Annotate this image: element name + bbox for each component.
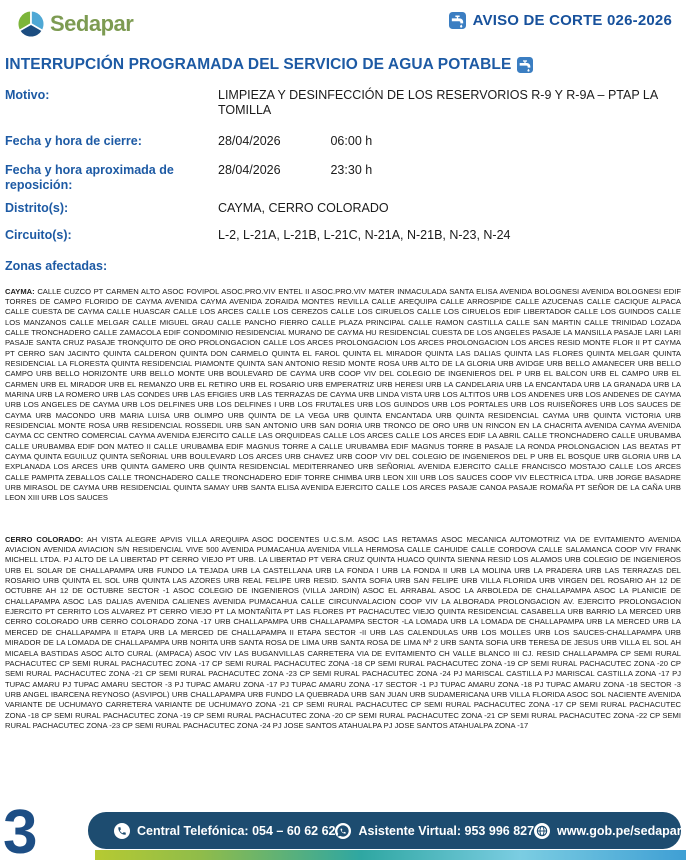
fecha-reposicion-label: Fecha y hora aproximada de reposición: — [5, 162, 174, 192]
row-fecha-cierre — [5, 134, 681, 149]
title-row — [0, 56, 686, 74]
notice-number-label: AVISO DE CORTE 026-2026 — [472, 12, 672, 29]
header — [0, 0, 686, 39]
zone-streets-text: AH VISTA ALEGRE APVIS VILLA AREQUIPA ASOC DOCENTES U.C.S.M. ASOC LAS RETAMAS ASOC MECANICA AUTOMOTRIZ VIA DE EVITAMIENTO AVENIDA AVIACION AVENIDA AVIACION S/N RESIDENCIAL VIVE 500 AVENIDA PUMACAHUA AVENIDA VILLA HERMOSA CALLE CAHUIDE CALLE CORDOVA CALLE SALAMANCA COOP VIV FRANK MICHELL LTDA. PJ ALTO DE LA LIBERTAD PT CERRO VIEJO PT URB. LA LIBERTAD PT VERA CRUZ QUINTA HUACO QUINTA SIENNA RESID LOS ALAMOS URB COLEGIO DE INGENIEROS URB EL SOLAR DE CHALLAPAMPA URB FUNDO LA TEJADA URB LA CASTELLANA URB LA FONDA I URB LA FONDA II URB LA MOLINA URB LA PRADERA URB LAS TERRAZAS DEL ROSARIO URB QUINTA EL SOL URB QUINTA LAS AZORES URB REAL FELIPE URB RESID. SANTA SOFIA URB SAN FELIPE URB VILLA FLORIDA URB VIRGEN DEL ROSARIO AH 12 DE OCTUBRE AH 12 DE OCTUBRE SECTOR -1 ASOC COLEGIO DE INGENIEROS (VILLA JARDIN) ASOC EL ARRABAL ASOC LA ARBOLEDA DE CHALLAPAMPA ASOC LA PLANICIE DE CHALLAPAMPA ASOC LAS DALIAS AVENIDA CALIENES AVENIDA PUMACAHUA CALLE CIRCUNVALACION COOP VIV LA ALBORADA PROLONGACION AV. EJERCITO PROLONGACION EJERCITO PT CERRITO LOS ALVAREZ PT CERRO VIEJO PT LA MONTAÑITA PT LAS FLORES PT PACHACUTEC VIEJO QUINTA RESIDENCIAL CASABELLA URB BARRIO LA MERCED URB CERRO COLORADO URB CERRO COLORADO ZONA -17 URB CHALLAPAMPA URB CHALLAPAMPA SECTOR -LA LOMADA URB LA LOMADA DE CHALLAPAMPA URB LA MERCED URB LA MERCED DE CHALLAPAMPA II ETAPA URB LA MERCED DE CHALLAPAMPA II ETAPA SECTOR -II URB LAS CALENDULAS URB LOS MOLLES URB LOS SAUCES-CHALLAPAMPA URB MIRADOR DE LA LOMADA DE CHALLAPAMPA URB NORITA URB SANTA ROSA DE LIMA URB SANTA ROSA DE LIMA Nº 2 URB SANTA SOFIA URB TERESA DE JESUS URB VILLA EL SOL AH MICAELA BASTIDAS ASOC ALTO CURAL (AMPACA) ASOC VIV LAS BUGANVILLAS CARRETERA VIA DE EVITAMIENTO CH VALLE BLANCO III CJ. RESID CHALLAPAMPA CP SEMI RURAL PACHACUTEC CP SEMI RURAL PACHACUTEC ZONA -17 CP SEMI RURAL PACHACUTEC ZONA -18 CP SEMI RURAL PACHACUTEC ZONA -19 CP SEMI RURAL PACHACUTEC ZONA -20 CP SEMI RURAL PACHACUTEC ZONA -21 CP SEMI RURAL PACHACUTEC ZONA -23 CP SEMI RURAL PACHACUTEC ZONA -24 PJ MARISCAL CASTILLA PJ MARISCAL CASTILLA ZONA -17 PJ TUPAC AMARU PJ TUPAC AMARU SECTOR -3 PJ TUPAC AMARU ZONA -17 PJ TUPAC AMARU ZONA -17 SECTOR -1 PJ TUPAC AMARU ZONA -18 PJ TUPAC AMARU ZONA -18 SECTOR -3 URB ANGEL IBARCENA REYNOSO (ASVIPOL) URB CHALLAPAMPA URB FUNDO LA QUEBRADA URB SAN JUAN URB SUDAMERICANA URB VILLA FLORIDA ASOC SOL NACIENTE AVENIDA VARIANTE DE UCHUMAYO CARRETERA VARIANTE DE UCHUMAYO ZONA -21 CP SEMI RURAL PACHACUTEC CP SEMI RURAL PACHACUTEC ZONA -17 CP SEMI RURAL PACHACUTEC ZONA -18 CP SEMI RURAL PACHACUTEC ZONA -19 CP SEMI RURAL PACHACUTEC ZONA -20 CP SEMI RURAL PACHACUTEC ZONA -21 CP SEMI RURAL PACHACUTEC ZONA -22 CP SEMI RURAL PACHACUTEC ZONA -23 CP SEMI RURAL PACHACUTEC ZONA -24 PJ JOSE SANTOS ATAHUALPA PJ JOSE SANTOS ATAHUALPA ZONA -17 — [5, 534, 681, 730]
distritos-label: Distrito(s): — [5, 201, 69, 216]
sedapar-logo — [16, 9, 133, 39]
fecha-cierre-label: Fecha y hora de cierre: — [5, 133, 142, 148]
zonas-afectadas-label: Zonas afectadas: — [5, 258, 108, 273]
zone-district-name: CAYMA: — [5, 286, 35, 296]
footer — [0, 798, 686, 864]
globe-icon — [534, 823, 550, 839]
sedapar-swirl-icon — [16, 9, 46, 39]
phone-icon — [114, 823, 130, 839]
zone-paragraph-cayma — [5, 287, 681, 504]
footer-phone — [114, 823, 335, 839]
fecha-reposicion-time: 23:30 h — [330, 162, 373, 177]
row-motivo — [5, 88, 681, 119]
footer-web-label: www.gob.pe/sedapar — [557, 823, 682, 838]
zones-section — [0, 287, 686, 732]
logo-wordmark: Sedapar — [50, 11, 134, 36]
row-zonas-afectadas — [5, 259, 681, 274]
row-circuitos — [5, 228, 681, 243]
zone-district-name: CERRO COLORADO: — [5, 534, 84, 544]
zone-streets-text: CALLE CUZCO PT CARMEN ALTO ASOC FOVIPOL ASOC.PRO.VIV ENTEL II ASOC.PRO.VIV MATER INMACULADA SANTA ELISA AVENIDA BOLOGNESI AVENIDA BOLOGNESI EDIF TORRES DE CAMPO FLORIDO DE CAYMA AVENIDA CAYMA AVENIDA ZORAIDA MONTES REVILLA CALLE AREQUIPA CALLE ARROSPIDE CALLE AZUCENAS CALLE CACIQUE ALPACA CALLE CUESTA DE CAYMA CALLE HUASCAR CALLE LOS ARCES CALLE LOS CEREZOS CALLE LOS CIRUELOS CALLE LOS CIRUELOS EDIF LIBERTADOR CALLE LOS GUINDOS CALLE LOS MANZANOS CALLE MELGAR CALLE MIGUEL GRAU CALLE PANCHO FIERRO CALLE PLAZA PRINCIPAL CALLE RAMON CASTILLA CALLE SAN MARTIN CALLE TRINIDAD LOZADA CALLE TRONCHADERO CALLE ZAMACOLA EDIF CONDOMINIO RESIDENCIAL MURANO DE CAYMA HU RESIDENCIAL CUESTA DE LOS ANGELES PASAJE LA MANSILLA PASAJE LARI LARI PASAJE SANTA CRUZ PASAJE TRONQUITO DE ORO PROLONGACION CALLE LOS ARCES PROLONGACION LOS ARCES PROLONGACION LOS ARCES RESID MONTE FLOR II PT CAYMA PT CERRO SAN JACINTO QUINTA CALDERON QUINTA DON CARMELO QUINTA EL FAROL QUINTA EL MIRADOR QUINTA LAS DALIAS QUINTA LAS FLORES QUINTA MELGAR QUINTA RESIDENCIAL LA FLORESTA QUINTA RESIDENCIAL PIAMONTE QUINTA SAN ANTONIO RESID MONTE ROSA URB ALTO DE LA GLORIA URB AVIDGE URB BELLO AMANECER URB BELLO CAMPO URB BELLO HORIZONTE URB BELLO MONTE URB BOULEVARD DE CAYMA URB COOP VIV DEL COLEGIO DE INGENIEROS DEL P URB EL BALCON URB EL CAMPO URB EL CARMEN URB EL MIRADOR URB EL REMANZO URB EL RETIRO URB EL ROSARIO URB EMPERATRIZ URB HERESI URB LA CANDELARIA URB LA ENCANTADA URB LA GRANADA URB LA MARINA URB LA ROMERO URB LAS CONDES URB LAS EFIGIES URB LAS TERRAZAS DE CAYMA URB LINDA VISTA URB LOS ALTITOS URB LOS ANDENES URB LOS ANDENES DE CAYMA URB LOS ANGELES DE CAYMA URB LOS DELFINES URB LOS DELFINES I URB LOS FRUTALES URB LOS GUINDOS URB LOS PORTALES URB LOS RUISEÑORES URB LOS SAUCES DE CAYMA URB MACONDO URB MARIA LUISA URB OLIMPO URB QUINTA DE LA VEGA URB QUINTA ENCANTADA URB QUINTA RESIDENCIAL CAYMA URB QUINTA VICTORIA URB RESIDENCIAL MONTE ROSA URB RESIDENCIAL ROSSEDIL URB SAN ANTONIO URB SAN DORIA URB TRONCO DE ORO URB UN RINCON EN LA CHACRITA AVENIDA CAYMA AVENIDA CAYMA CC CENTRO COMERCIAL CAYMA AVENIDA EJERCITO CALLE LAS ORQUIDEAS CALLE LOS ARCES CALLE LOS ARCES EDIF LA ABRIL CALLE TRONCHADERO CALLE URUBAMBA CALLE URUBAMBA EDIF DON MATEO II CALLE URUBAMBA EDIF MAGNUS TORRE A CALLE URUBAMBA EDIF MAGNUS TORRE B PASAJE LA RONDA PROLONGACION LAS BEATAS PT CAYMA QUINTA EGUILUZ QUINTA SEÑORIAL URB BOULEVARD LOS ARCES URB CHAVEZ URB COOP VIV DEL COLEGIO DE INGENIEROS DEL P URB EL BOSQUE URB GLORIA URB LA EXPLANADA LOS ARCES URB QUINTA GAMERO URB QUINTA RESIDENCIAL MEDITERRANEO URB SEÑORIAL AVENIDA EJERCITO CALLE FRANCISCO MOSTAJO CALLE LOS ARCES CALLE PAMPITA ZEBALLOS CALLE TRONCHADERO CALLE TRONCHADERO EDIF TORRE CHIMBA URB LEON XIII URB LOS SAUCES COOP VIV ELECTRICA LTDA. URB JORGE BASADRE URB MIRASOL DE CAYMA URB RESIDENCIAL QUINTA SAMAY URB SANTA ELISA AVENIDA EJERCITO CALLE LOS ARCES PASAJE CANOA PASAJE ROMAÑA PT SEÑOR DE LA CAÑA URB LEON XIII URB LOS SAUCES — [5, 286, 681, 503]
row-distritos — [5, 201, 681, 216]
motivo-label: Motivo: — [5, 88, 50, 102]
page-title: INTERRUPCIÓN PROGRAMADA DEL SERVICIO DE AGUA POTABLE — [5, 56, 512, 73]
footer-phone-label: Central Telefónica: 054 – 60 62 62 — [137, 823, 336, 838]
fecha-reposicion-date: 28/04/2026 — [218, 162, 281, 177]
footer-virtual-label: Asistente Virtual: 953 996 827 — [358, 823, 535, 838]
footer-gradient-strip — [95, 850, 686, 860]
zone-paragraph-cerro-colorado — [5, 535, 681, 732]
fecha-cierre-value — [218, 134, 681, 149]
faucet-icon — [449, 12, 466, 29]
footer-website — [534, 823, 682, 839]
info-section — [0, 88, 686, 274]
circuitos-label: Circuito(s): — [5, 227, 72, 242]
fecha-cierre-date: 28/04/2026 — [218, 133, 281, 148]
notice-header — [449, 12, 672, 29]
faucet-icon — [517, 57, 533, 73]
motivo-value: LIMPIEZA Y DESINFECCIÓN DE LOS RESERVORIOS R-9 Y R-9A – PTAP LA TOMILLA — [218, 88, 658, 118]
fecha-cierre-time: 06:00 h — [330, 133, 373, 148]
distritos-value: CAYMA, CERRO COLORADO — [218, 201, 389, 216]
footer-virtual-assistant — [335, 823, 534, 839]
whatsapp-icon — [335, 823, 351, 839]
footer-contact-bar — [88, 812, 681, 849]
page-number: 3 — [3, 798, 38, 864]
circuitos-value: L-2, L-21A, L-21B, L-21C, N-21A, N-21B, N-23, N-24 — [218, 227, 511, 242]
fecha-reposicion-value — [218, 163, 681, 178]
row-fecha-reposicion — [5, 163, 681, 193]
